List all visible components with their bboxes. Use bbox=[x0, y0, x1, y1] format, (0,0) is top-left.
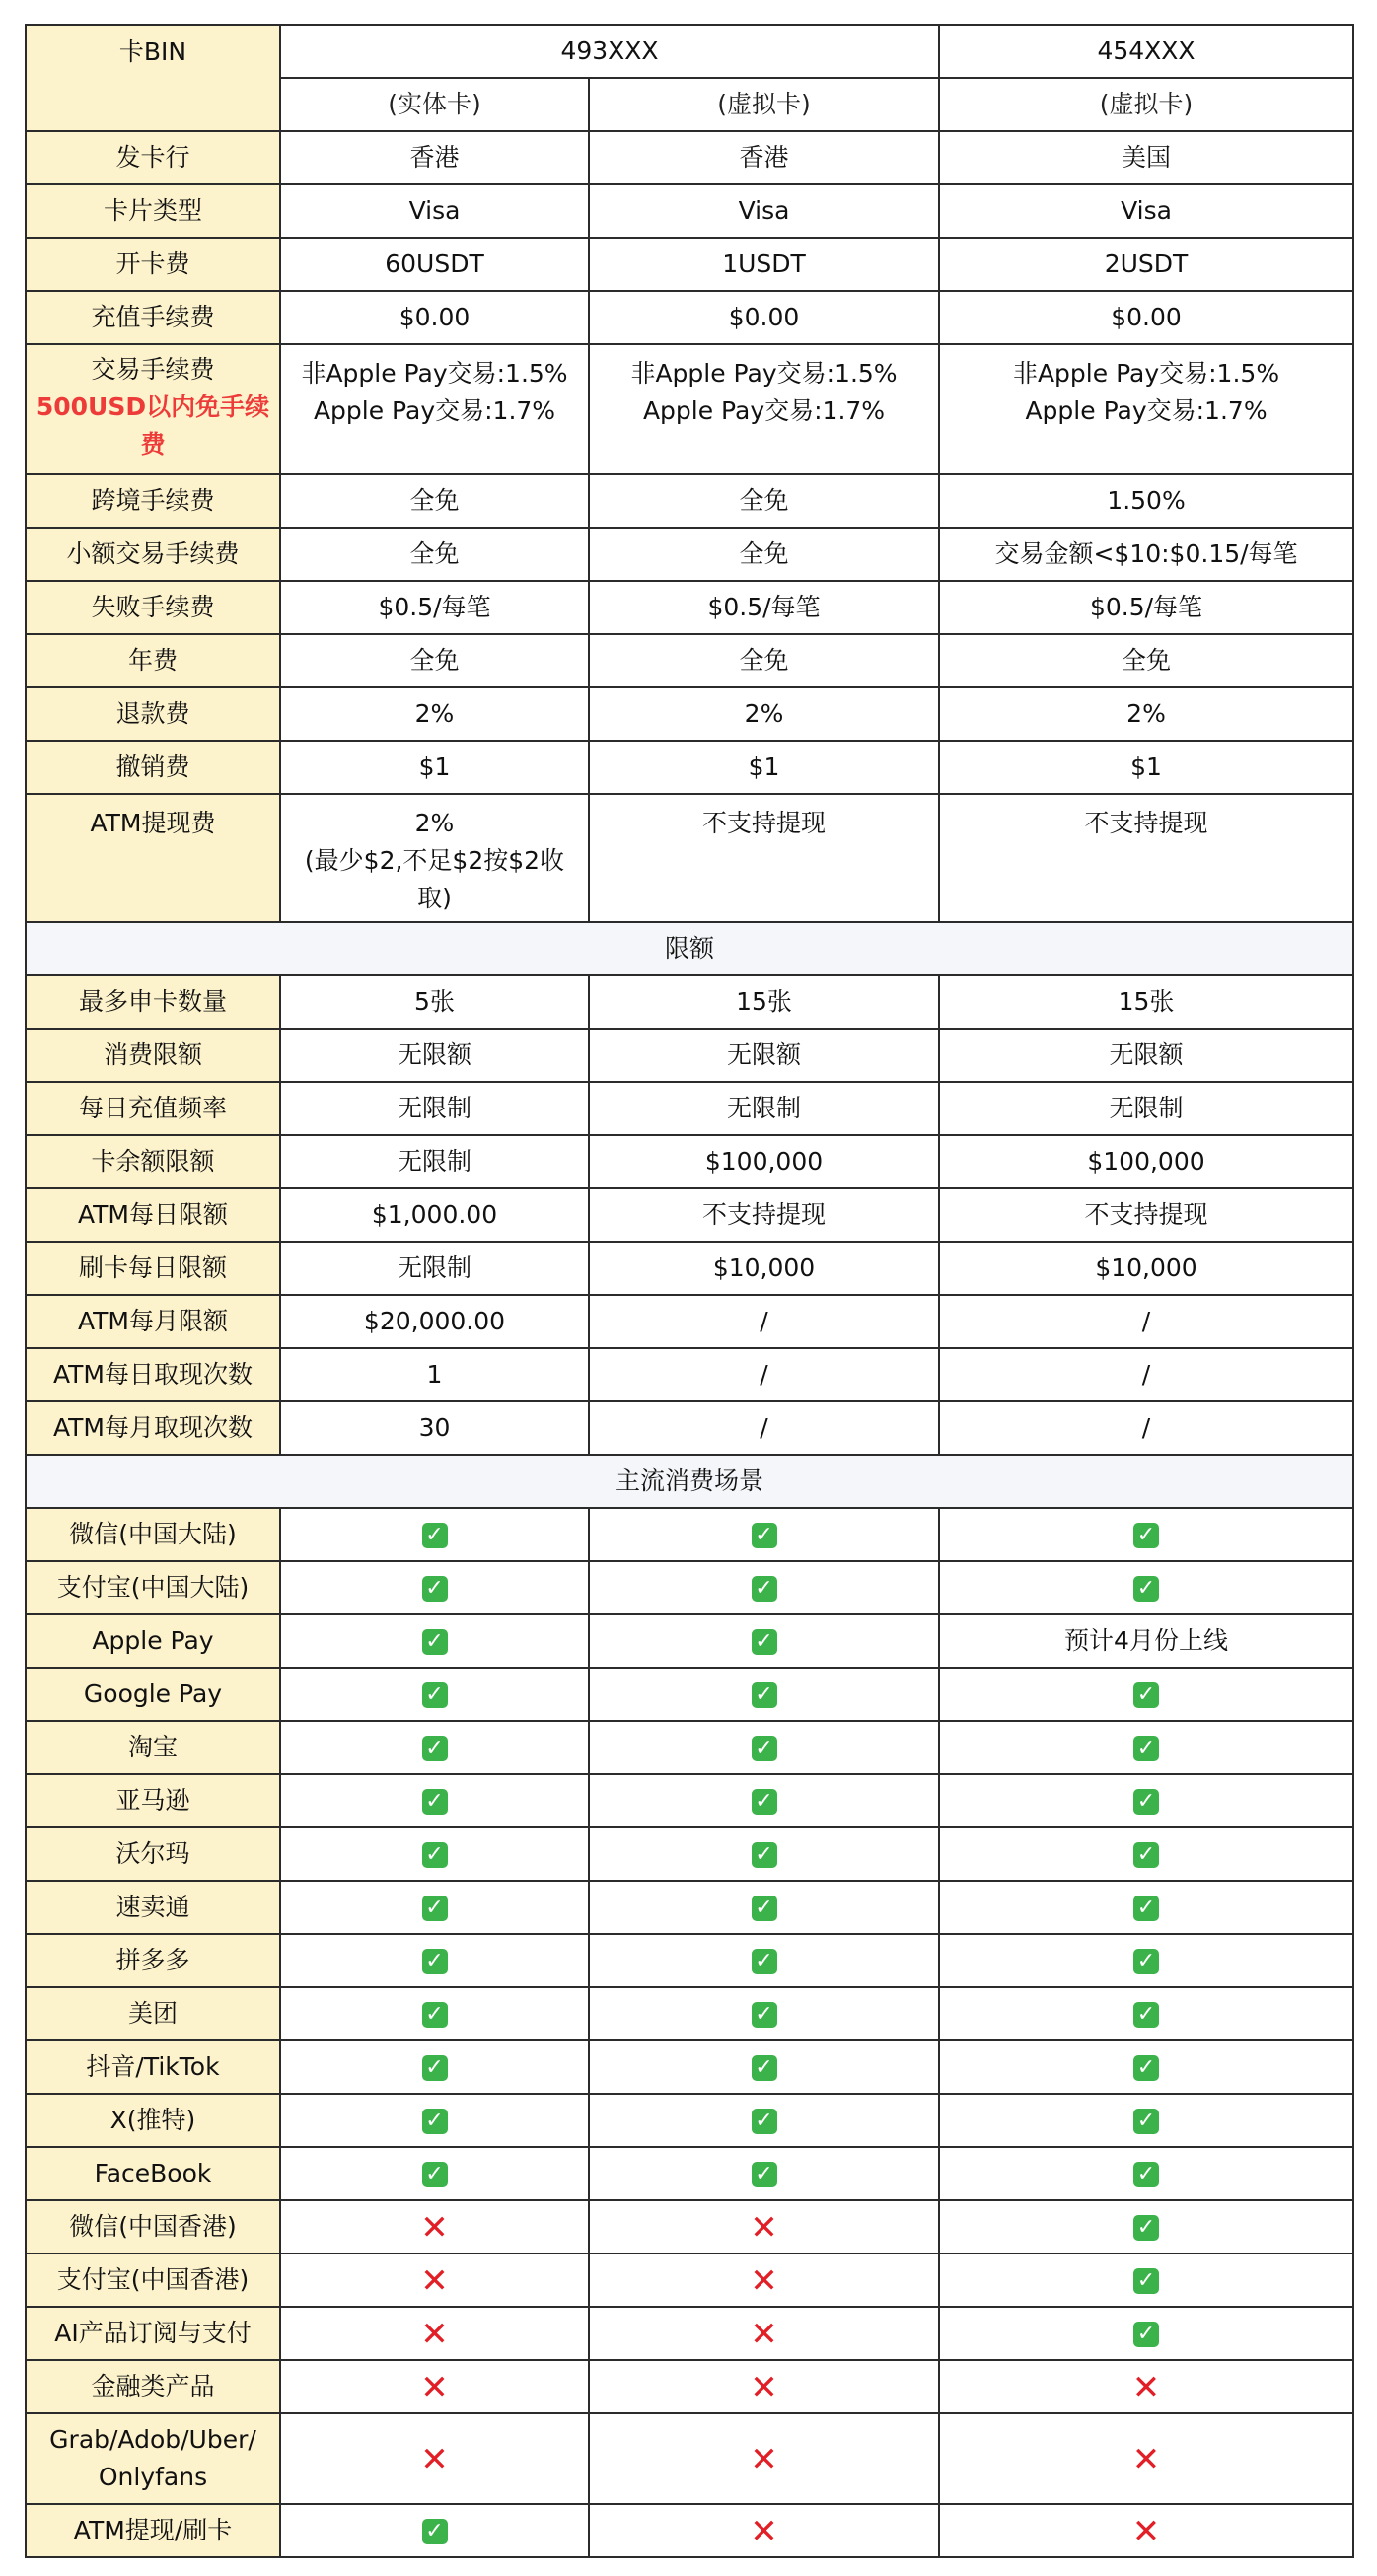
value-c: $100,000 bbox=[939, 1135, 1353, 1188]
value-b: 全免 bbox=[589, 528, 939, 581]
check-icon: ✓ bbox=[752, 1576, 777, 1602]
scene-a bbox=[280, 2200, 589, 2254]
grab-label bbox=[26, 2413, 280, 2504]
row-label: 刷卡每日限额 bbox=[26, 1242, 280, 1295]
scene-c bbox=[939, 2504, 1353, 2557]
value-a: 60USDT bbox=[280, 238, 589, 291]
scene-b bbox=[589, 1508, 939, 1561]
row-label: FaceBook bbox=[26, 2147, 280, 2200]
value-c: 2USDT bbox=[939, 238, 1353, 291]
scene-c bbox=[939, 2094, 1353, 2147]
atm-fee-a-line: (最少$2,不足$2按$2收 bbox=[304, 846, 565, 875]
scene-c bbox=[939, 1827, 1353, 1881]
scene-a bbox=[280, 1881, 589, 1934]
atm-fee-a-line: 取) bbox=[417, 884, 452, 912]
value-c: 美国 bbox=[939, 131, 1353, 184]
scene-b bbox=[589, 1987, 939, 2040]
value-a: 无限额 bbox=[280, 1029, 589, 1082]
table-row bbox=[26, 1934, 1353, 1987]
value-b: 全免 bbox=[589, 474, 939, 528]
tx-fee-c-line: 非Apple Pay交易:1.5% bbox=[1012, 359, 1280, 388]
check-icon: ✓ bbox=[752, 2109, 777, 2134]
scene-b bbox=[589, 1881, 939, 1934]
check-icon: ✓ bbox=[752, 2162, 777, 2187]
row-label: 撤销费 bbox=[26, 741, 280, 794]
row-label: 小额交易手续费 bbox=[26, 528, 280, 581]
value-a: 无限制 bbox=[280, 1082, 589, 1135]
scene-a bbox=[280, 1614, 589, 1668]
scene-b bbox=[589, 2413, 939, 2504]
scene-b bbox=[589, 2360, 939, 2413]
scene-a bbox=[280, 2147, 589, 2200]
value-a: 5张 bbox=[280, 975, 589, 1029]
scene-b bbox=[589, 1934, 939, 1987]
table-row bbox=[26, 474, 1353, 528]
value-b: 15张 bbox=[589, 975, 939, 1029]
scene-b bbox=[589, 1721, 939, 1774]
table-row bbox=[26, 1135, 1353, 1188]
table-row bbox=[26, 1348, 1353, 1401]
value-c: 无限制 bbox=[939, 1082, 1353, 1135]
value-c: 交易金额<$10:$0.15/每笔 bbox=[939, 528, 1353, 581]
check-icon: ✓ bbox=[422, 1523, 448, 1548]
value-a: 香港 bbox=[280, 131, 589, 184]
row-label: 亚马逊 bbox=[26, 1774, 280, 1827]
table-row bbox=[26, 1508, 1353, 1561]
row-label: 充值手续费 bbox=[26, 291, 280, 344]
scene-a bbox=[280, 2307, 589, 2360]
table-row bbox=[26, 1827, 1353, 1881]
check-icon: ✓ bbox=[1133, 1949, 1159, 1974]
check-icon: ✓ bbox=[422, 1789, 448, 1815]
check-icon: ✓ bbox=[1133, 2162, 1159, 2187]
scene-b bbox=[589, 2094, 939, 2147]
check-icon: ✓ bbox=[1133, 1576, 1159, 1602]
table-row bbox=[26, 1721, 1353, 1774]
scene-a bbox=[280, 2254, 589, 2307]
check-icon: ✓ bbox=[1133, 1842, 1159, 1868]
value-c: 1.50% bbox=[939, 474, 1353, 528]
scene-a bbox=[280, 1774, 589, 1827]
tx-fee-b bbox=[589, 344, 939, 474]
scene-c bbox=[939, 1614, 1353, 1668]
row-label: 发卡行 bbox=[26, 131, 280, 184]
value-b: 全免 bbox=[589, 634, 939, 687]
check-icon: ✓ bbox=[422, 1896, 448, 1921]
scene-b bbox=[589, 2254, 939, 2307]
atm-fee-b: 不支持提现 bbox=[589, 794, 939, 922]
value-a: 无限制 bbox=[280, 1242, 589, 1295]
cross-icon: ✕ bbox=[750, 2440, 778, 2479]
row-label: 每日充值频率 bbox=[26, 1082, 280, 1135]
row-label: ATM提现费 bbox=[26, 794, 280, 922]
scene-c bbox=[939, 1987, 1353, 2040]
check-icon: ✓ bbox=[1133, 2109, 1159, 2134]
check-icon: ✓ bbox=[752, 2055, 777, 2081]
value-a: $20,000.00 bbox=[280, 1295, 589, 1348]
row-label: 微信(中国大陆) bbox=[26, 1508, 280, 1561]
table-row bbox=[26, 741, 1353, 794]
check-icon: ✓ bbox=[1133, 1789, 1159, 1815]
atm-fee-a-line: 2% bbox=[414, 809, 455, 837]
card-type-b: (虚拟卡) bbox=[589, 78, 939, 131]
table-row bbox=[26, 687, 1353, 741]
scene-a bbox=[280, 2504, 589, 2557]
check-icon: ✓ bbox=[422, 2002, 448, 2028]
value-a: 无限制 bbox=[280, 1135, 589, 1188]
tx-fee-a bbox=[280, 344, 589, 474]
table-row bbox=[26, 1188, 1353, 1242]
scene-a bbox=[280, 2413, 589, 2504]
check-icon: ✓ bbox=[752, 1949, 777, 1974]
scene-c bbox=[939, 2040, 1353, 2094]
scene-a bbox=[280, 1827, 589, 1881]
table-row bbox=[26, 2307, 1353, 2360]
table-row bbox=[26, 344, 1353, 474]
scene-c bbox=[939, 2147, 1353, 2200]
table-row bbox=[26, 131, 1353, 184]
check-icon: ✓ bbox=[1133, 1682, 1159, 1708]
scene-b bbox=[589, 1614, 939, 1668]
row-label: 速卖通 bbox=[26, 1881, 280, 1934]
table-row bbox=[26, 922, 1353, 975]
check-icon: ✓ bbox=[422, 2162, 448, 2187]
check-icon: ✓ bbox=[1133, 1896, 1159, 1921]
scene-b bbox=[589, 2504, 939, 2557]
row-label: 消费限额 bbox=[26, 1029, 280, 1082]
row-label: ATM提现/刷卡 bbox=[26, 2504, 280, 2557]
check-icon: ✓ bbox=[1133, 2268, 1159, 2294]
row-label: 支付宝(中国大陆) bbox=[26, 1561, 280, 1614]
table-row bbox=[26, 2147, 1353, 2200]
tx-fee-c bbox=[939, 344, 1353, 474]
value-a: 全免 bbox=[280, 634, 589, 687]
card-type-c: (虚拟卡) bbox=[939, 78, 1353, 131]
check-icon: ✓ bbox=[422, 1736, 448, 1761]
tx-fee-c-line: Apple Pay交易:1.7% bbox=[1025, 396, 1268, 425]
table-row bbox=[26, 2413, 1353, 2504]
table-row bbox=[26, 2094, 1353, 2147]
row-label: 开卡费 bbox=[26, 238, 280, 291]
cross-icon: ✕ bbox=[750, 2368, 778, 2407]
value-a: 30 bbox=[280, 1401, 589, 1455]
scene-b bbox=[589, 1668, 939, 1721]
value-b: Visa bbox=[589, 184, 939, 238]
table-row bbox=[26, 1561, 1353, 1614]
scene-c bbox=[939, 1774, 1353, 1827]
check-icon: ✓ bbox=[752, 2002, 777, 2028]
cross-icon: ✕ bbox=[420, 2261, 449, 2301]
row-label: 拼多多 bbox=[26, 1934, 280, 1987]
value-b: $0.00 bbox=[589, 291, 939, 344]
table-row bbox=[26, 2504, 1353, 2557]
table-row bbox=[26, 1668, 1353, 1721]
table-row bbox=[26, 2360, 1353, 2413]
scene-a bbox=[280, 2040, 589, 2094]
row-label: 淘宝 bbox=[26, 1721, 280, 1774]
row-label: 失败手续费 bbox=[26, 581, 280, 634]
table-row bbox=[26, 1455, 1353, 1508]
row-label: 沃尔玛 bbox=[26, 1827, 280, 1881]
scene-c bbox=[939, 1561, 1353, 1614]
row-label: 最多申卡数量 bbox=[26, 975, 280, 1029]
row-label: ATM每月限额 bbox=[26, 1295, 280, 1348]
scene-a bbox=[280, 1987, 589, 2040]
check-icon: ✓ bbox=[422, 1842, 448, 1868]
cross-icon: ✕ bbox=[1131, 2440, 1161, 2479]
value-c: $0.00 bbox=[939, 291, 1353, 344]
value-b: / bbox=[589, 1348, 939, 1401]
row-label: 卡余额限额 bbox=[26, 1135, 280, 1188]
table-row bbox=[26, 1295, 1353, 1348]
check-icon: ✓ bbox=[752, 1629, 777, 1655]
value-c: / bbox=[939, 1401, 1353, 1455]
row-label: 跨境手续费 bbox=[26, 474, 280, 528]
tx-fee-b-line: Apple Pay交易:1.7% bbox=[642, 396, 886, 425]
value-b: $100,000 bbox=[589, 1135, 939, 1188]
scene-c bbox=[939, 2360, 1353, 2413]
scene-c bbox=[939, 1508, 1353, 1561]
grab-label-line: Onlyfans bbox=[98, 2463, 208, 2491]
row-label: AI产品订阅与支付 bbox=[26, 2307, 280, 2360]
scene-a bbox=[280, 1561, 589, 1614]
value-a: 全免 bbox=[280, 474, 589, 528]
cross-icon: ✕ bbox=[750, 2261, 778, 2301]
scene-b bbox=[589, 2200, 939, 2254]
check-icon: ✓ bbox=[752, 1896, 777, 1921]
cross-icon: ✕ bbox=[420, 2368, 449, 2407]
value-a: $0.00 bbox=[280, 291, 589, 344]
scene-b bbox=[589, 1561, 939, 1614]
scene-c bbox=[939, 1668, 1353, 1721]
value-b: 不支持提现 bbox=[589, 1188, 939, 1242]
card-type-a: (实体卡) bbox=[280, 78, 589, 131]
table-row bbox=[26, 634, 1353, 687]
value-c: / bbox=[939, 1348, 1353, 1401]
tx-fee-title: 交易手续费 bbox=[91, 355, 215, 384]
value-c: $10,000 bbox=[939, 1242, 1353, 1295]
row-label: 金融类产品 bbox=[26, 2360, 280, 2413]
bin-b: 454XXX bbox=[939, 25, 1353, 78]
scene-c bbox=[939, 1881, 1353, 1934]
value-c: 全免 bbox=[939, 634, 1353, 687]
scene-c bbox=[939, 1721, 1353, 1774]
header-label: 卡BIN bbox=[26, 25, 280, 131]
cross-icon: ✕ bbox=[1131, 2512, 1161, 2551]
check-icon: ✓ bbox=[752, 1736, 777, 1761]
scene-b bbox=[589, 2307, 939, 2360]
grab-label-line: Grab/Adob/Uber/ bbox=[49, 2425, 256, 2454]
table-row bbox=[26, 238, 1353, 291]
value-a: $0.5/每笔 bbox=[280, 581, 589, 634]
check-icon: ✓ bbox=[752, 1789, 777, 1815]
cross-icon: ✕ bbox=[420, 2208, 449, 2248]
check-icon: ✓ bbox=[1133, 2002, 1159, 2028]
cross-icon: ✕ bbox=[420, 2315, 449, 2354]
scene-c bbox=[939, 2413, 1353, 2504]
scene-a bbox=[280, 1508, 589, 1561]
value-b: 香港 bbox=[589, 131, 939, 184]
row-label: 抖音/TikTok bbox=[26, 2040, 280, 2094]
table-row bbox=[26, 2040, 1353, 2094]
table-row bbox=[26, 1881, 1353, 1934]
scene-b bbox=[589, 2147, 939, 2200]
value-c: / bbox=[939, 1295, 1353, 1348]
table-row bbox=[26, 184, 1353, 238]
row-label: 微信(中国香港) bbox=[26, 2200, 280, 2254]
tx-fee-a-line: Apple Pay交易:1.7% bbox=[313, 396, 556, 425]
scene-a bbox=[280, 1668, 589, 1721]
value-b: 无限额 bbox=[589, 1029, 939, 1082]
cross-icon: ✕ bbox=[1131, 2368, 1161, 2407]
value-c: Visa bbox=[939, 184, 1353, 238]
free-fee-note: 500USD以内免手续费 bbox=[36, 393, 270, 459]
scene-a bbox=[280, 2360, 589, 2413]
tx-fee-b-line: 非Apple Pay交易:1.5% bbox=[630, 359, 898, 388]
check-icon: ✓ bbox=[752, 1842, 777, 1868]
table-row bbox=[26, 1401, 1353, 1455]
check-icon: ✓ bbox=[422, 1576, 448, 1602]
table-row bbox=[26, 1029, 1353, 1082]
table-row bbox=[26, 528, 1353, 581]
scene-a bbox=[280, 1934, 589, 1987]
table-row bbox=[26, 1987, 1353, 2040]
value-c: 不支持提现 bbox=[939, 1188, 1353, 1242]
scene-b bbox=[589, 2040, 939, 2094]
scene-a bbox=[280, 2094, 589, 2147]
value-b: 2% bbox=[589, 687, 939, 741]
table-row bbox=[26, 1774, 1353, 1827]
scene-c bbox=[939, 2307, 1353, 2360]
table-row bbox=[26, 291, 1353, 344]
value-a: Visa bbox=[280, 184, 589, 238]
card-comparison-table bbox=[25, 24, 1354, 2558]
check-icon: ✓ bbox=[422, 1682, 448, 1708]
table-row bbox=[26, 1082, 1353, 1135]
row-label: X(推特) bbox=[26, 2094, 280, 2147]
value-a: 全免 bbox=[280, 528, 589, 581]
value-a: $1 bbox=[280, 741, 589, 794]
section-title-limits: 限额 bbox=[26, 922, 1353, 975]
bin-a: 493XXX bbox=[280, 25, 939, 78]
check-icon: ✓ bbox=[422, 1949, 448, 1974]
row-label: 美团 bbox=[26, 1987, 280, 2040]
scene-c bbox=[939, 2200, 1353, 2254]
table-row bbox=[26, 2200, 1353, 2254]
table-row bbox=[26, 2254, 1353, 2307]
row-label: 支付宝(中国香港) bbox=[26, 2254, 280, 2307]
check-icon: ✓ bbox=[422, 2055, 448, 2081]
section-title-scenes: 主流消费场景 bbox=[26, 1455, 1353, 1508]
value-b: 1USDT bbox=[589, 238, 939, 291]
table-row bbox=[26, 1242, 1353, 1295]
value-a: $1,000.00 bbox=[280, 1188, 589, 1242]
check-icon: ✓ bbox=[1133, 1523, 1159, 1548]
check-icon: ✓ bbox=[422, 2519, 448, 2544]
value-c: 无限额 bbox=[939, 1029, 1353, 1082]
atm-fee-a bbox=[280, 794, 589, 922]
row-label: ATM每日限额 bbox=[26, 1188, 280, 1242]
scene-a bbox=[280, 1721, 589, 1774]
tx-fee-label bbox=[26, 344, 280, 474]
check-icon: ✓ bbox=[422, 2109, 448, 2134]
row-label: 年费 bbox=[26, 634, 280, 687]
cross-icon: ✕ bbox=[750, 2315, 778, 2354]
check-icon: ✓ bbox=[1133, 1736, 1159, 1761]
value-c: 2% bbox=[939, 687, 1353, 741]
table-row bbox=[26, 794, 1353, 922]
table-row bbox=[26, 1614, 1353, 1668]
scene-b bbox=[589, 1774, 939, 1827]
row-label: Apple Pay bbox=[26, 1614, 280, 1668]
table-row bbox=[26, 975, 1353, 1029]
value-b: $0.5/每笔 bbox=[589, 581, 939, 634]
check-icon: ✓ bbox=[1133, 2322, 1159, 2347]
scene-c bbox=[939, 2254, 1353, 2307]
value-b: $10,000 bbox=[589, 1242, 939, 1295]
row-label: 退款费 bbox=[26, 687, 280, 741]
check-icon: ✓ bbox=[422, 1629, 448, 1655]
cross-icon: ✕ bbox=[750, 2208, 778, 2248]
value-c: 15张 bbox=[939, 975, 1353, 1029]
check-icon: ✓ bbox=[752, 1682, 777, 1708]
value-c: $1 bbox=[939, 741, 1353, 794]
row-label: ATM每月取现次数 bbox=[26, 1401, 280, 1455]
value-b: $1 bbox=[589, 741, 939, 794]
scene-note: 预计4月份上线 bbox=[1064, 1626, 1228, 1655]
check-icon: ✓ bbox=[1133, 2055, 1159, 2081]
cross-icon: ✕ bbox=[420, 2440, 449, 2479]
atm-fee-c: 不支持提现 bbox=[939, 794, 1353, 922]
check-icon: ✓ bbox=[752, 1523, 777, 1548]
cross-icon: ✕ bbox=[750, 2512, 778, 2551]
value-a: 2% bbox=[280, 687, 589, 741]
tx-fee-a-line: 非Apple Pay交易:1.5% bbox=[301, 359, 568, 388]
value-c: $0.5/每笔 bbox=[939, 581, 1353, 634]
table-row bbox=[26, 581, 1353, 634]
scene-b bbox=[589, 1827, 939, 1881]
value-a: 1 bbox=[280, 1348, 589, 1401]
check-icon: ✓ bbox=[1133, 2215, 1159, 2241]
row-label: ATM每日取现次数 bbox=[26, 1348, 280, 1401]
scene-c bbox=[939, 1934, 1353, 1987]
row-label: Google Pay bbox=[26, 1668, 280, 1721]
value-b: / bbox=[589, 1295, 939, 1348]
value-b: / bbox=[589, 1401, 939, 1455]
row-label: 卡片类型 bbox=[26, 184, 280, 238]
value-b: 无限制 bbox=[589, 1082, 939, 1135]
